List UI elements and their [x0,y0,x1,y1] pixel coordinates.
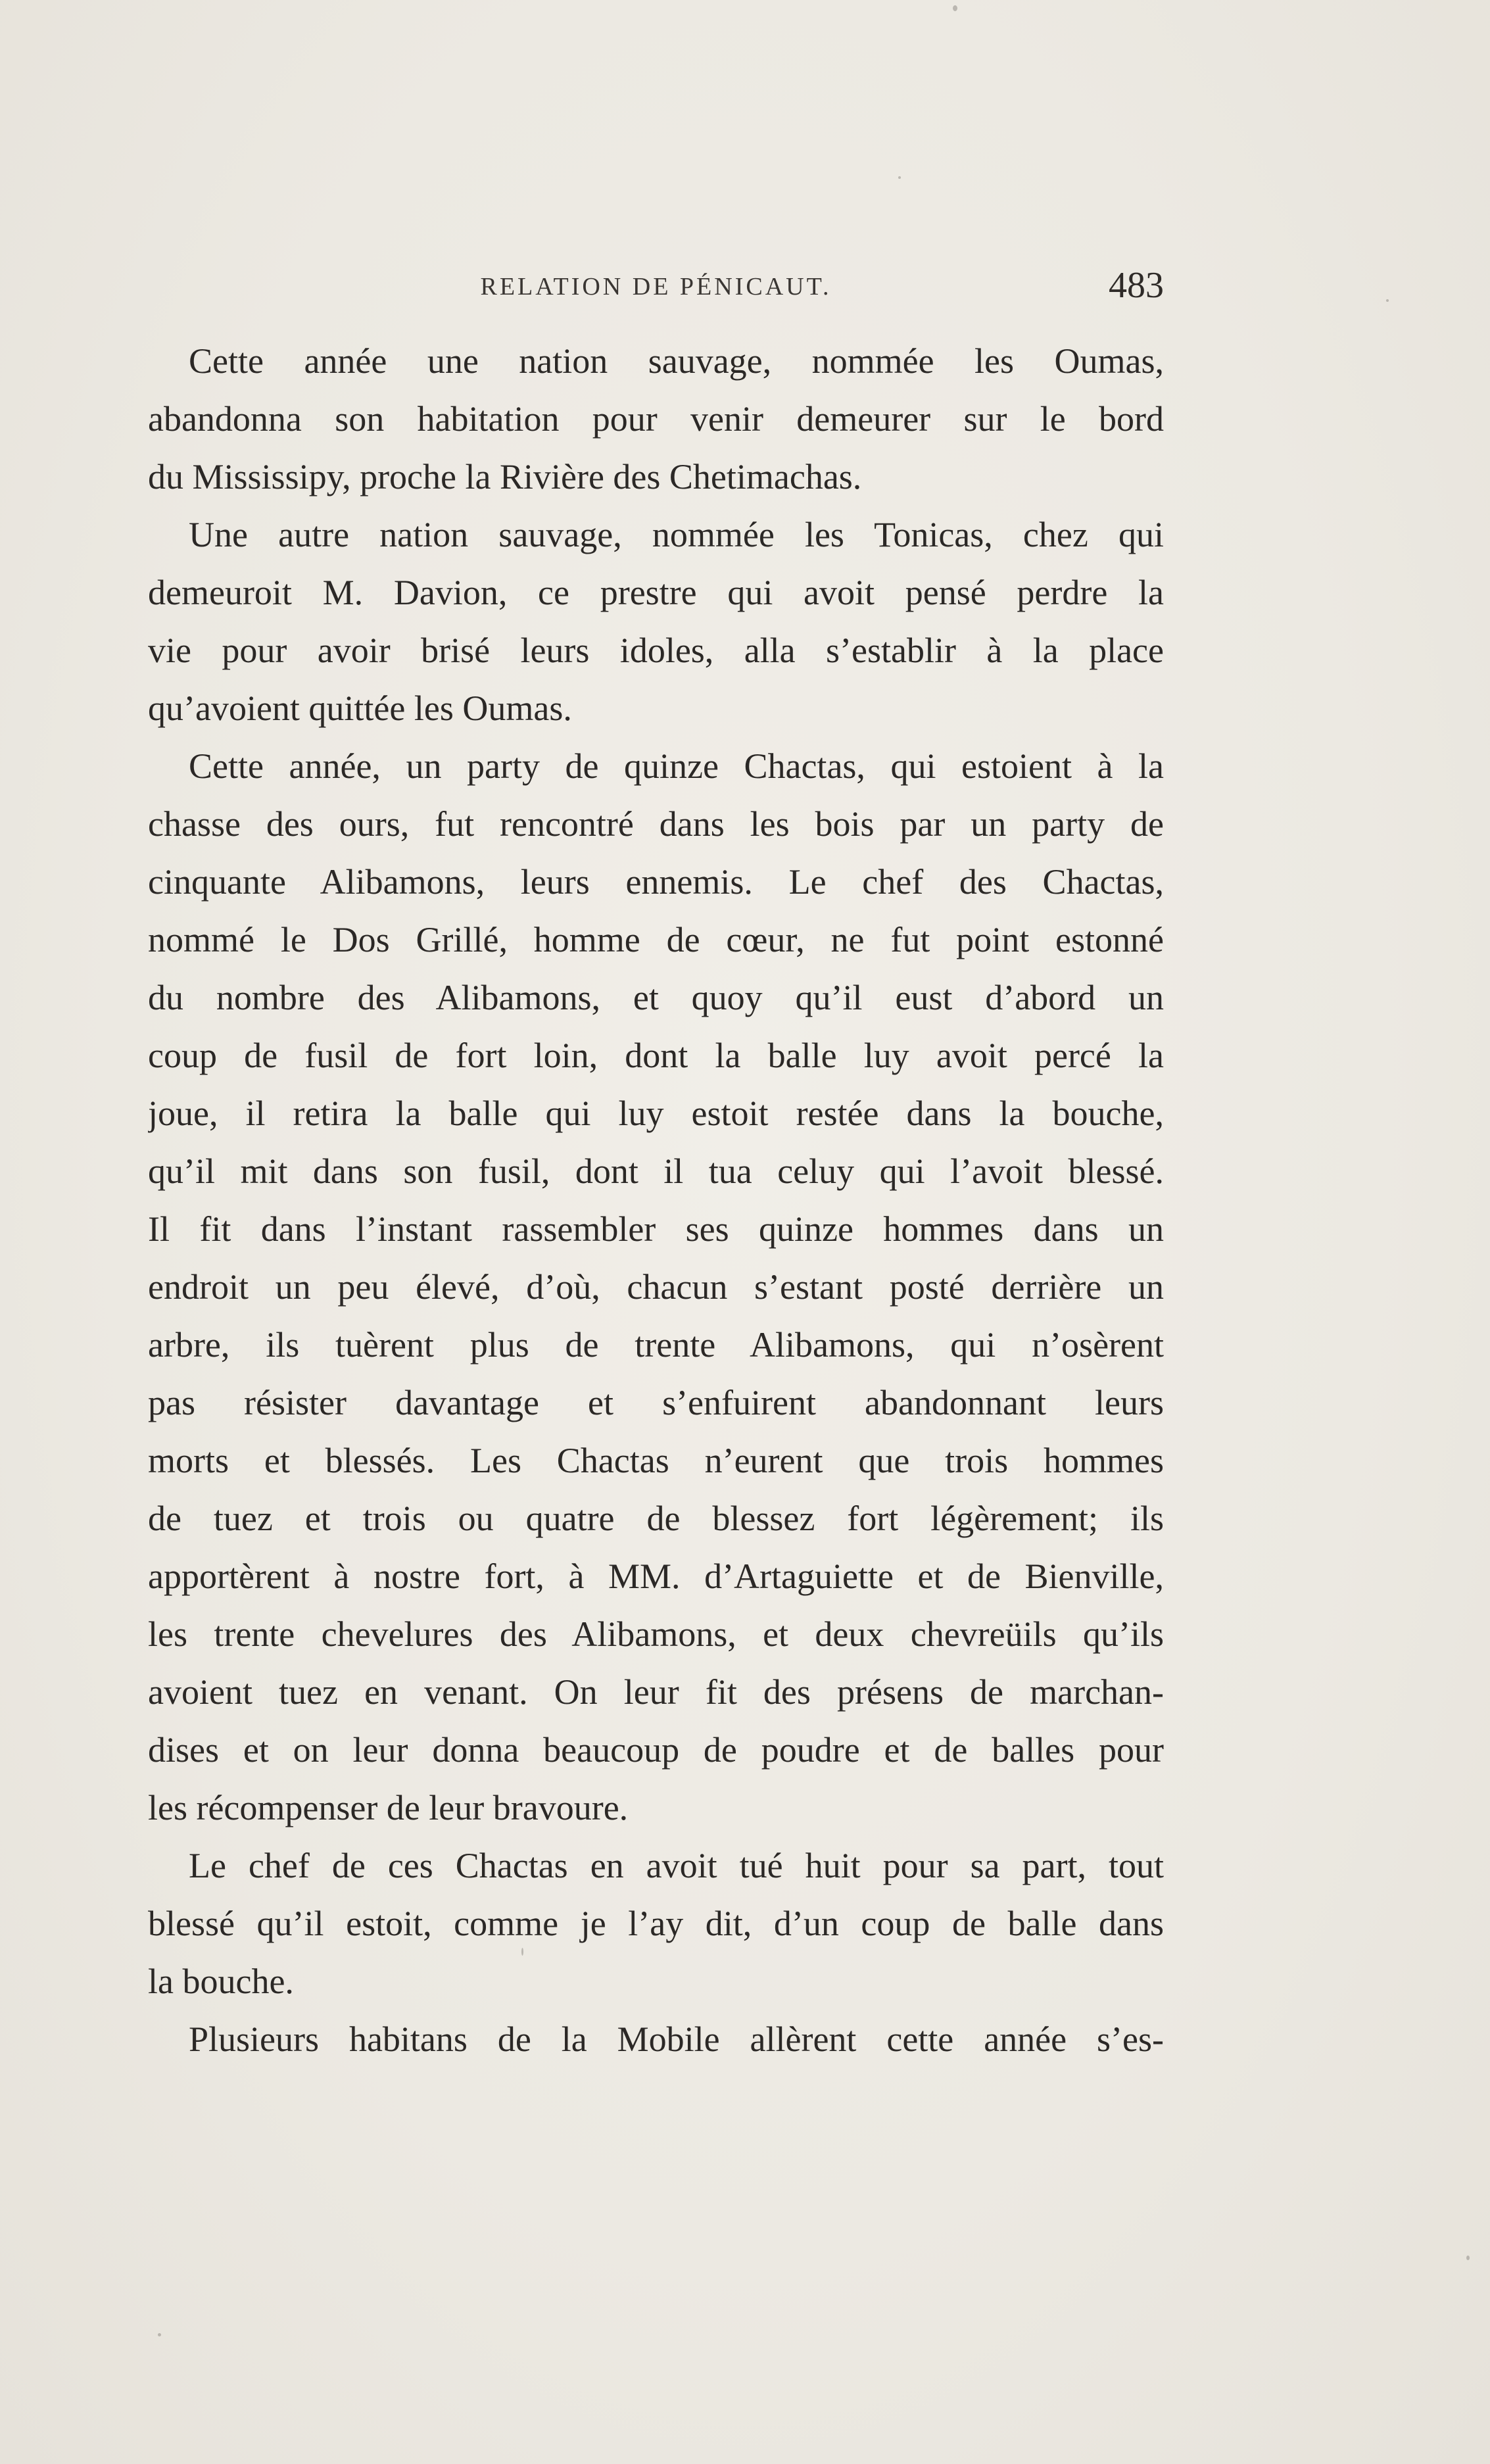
text-line: dises et on leur donna beaucoup de poudre et de balles pour [148,1730,1164,1770]
text-line: endroit un peu élevé, d’où, chacun s’estant posté derrière un [148,1267,1164,1307]
text-line: joue, il retira la balle qui luy estoit restée dans la bouche, [148,1094,1164,1133]
paper-speck [1386,299,1389,302]
body-text [148,332,1164,2068]
paper-speck [158,2333,161,2336]
text-line: chasse des ours, fut rencontré dans les bois par un party de [148,804,1164,844]
text-line: les trente chevelures des Alibamons, et deux chevreüils qu’ils [148,1614,1164,1654]
text-line: qu’avoient quittée les Oumas. [148,688,572,728]
text-line: arbre, ils tuèrent plus de trente Alibamons, qui n’osèrent [148,1325,1164,1365]
text-line: abandonna son habitation pour venir demeurer sur le bord [148,399,1164,439]
page-header [148,258,1164,317]
text-line: blessé qu’il estoit, comme je l’ay dit, d’un coup de balle dans [148,1904,1164,1943]
text-line: apportèrent à nostre fort, à MM. d’Artaguiette et de Bienville, [148,1557,1164,1596]
text-line: les récompenser de leur bravoure. [148,1788,629,1827]
text-line: nommé le Dos Grillé, homme de cœur, ne fut point estonné [148,920,1164,959]
paper-speck [1466,2256,1470,2260]
running-title: RELATION DE PÉNICAUT. [480,273,832,301]
paper-speck [953,5,957,11]
text-line: avoient tuez en venant. On leur fit des présens de marchan- [148,1672,1164,1712]
text-line: du Mississipy, proche la Rivière des Chetimachas. [148,457,862,496]
text-line: cinquante Alibamons, leurs ennemis. Le chef des Chactas, [148,862,1164,902]
text-line: Il fit dans l’instant rassembler ses quinze hommes dans un [148,1209,1164,1249]
text-line: la bouche. [148,1962,294,2001]
text-line: Cette année une nation sauvage, nommée les Oumas, [189,341,1164,381]
paper-speck [898,176,901,179]
text-line: coup de fusil de fort loin, dont la balle luy avoit percé la [148,1036,1164,1075]
text-line: Le chef de ces Chactas en avoit tué huit pour sa part, tout [189,1846,1164,1885]
text-line: demeuroit M. Davion, ce prestre qui avoit pensé perdre la [148,573,1164,612]
text-line: morts et blessés. Les Chactas n’eurent que trois hommes [148,1441,1164,1480]
text-line: Cette année, un party de quinze Chactas, qui estoient à la [189,746,1164,786]
text-line: vie pour avoir brisé leurs idoles, alla s’establir à la place [148,631,1164,670]
text-line: qu’il mit dans son fusil, dont il tua celuy qui l’avoit blessé. [148,1151,1164,1191]
text-line: Une autre nation sauvage, nommée les Tonicas, chez qui [189,515,1164,554]
page-number: 483 [1109,265,1164,306]
text-line: Plusieurs habitans de la Mobile allèrent cette année s’es- [189,2019,1164,2059]
text-line: du nombre des Alibamons, et quoy qu’il eust d’abord un [148,978,1164,1017]
text-line: pas résister davantage et s’enfuirent abandonnant leurs [148,1383,1164,1422]
text-line: de tuez et trois ou quatre de blessez fort légèrement; ils [148,1499,1164,1538]
paper-speck [521,1948,523,1956]
